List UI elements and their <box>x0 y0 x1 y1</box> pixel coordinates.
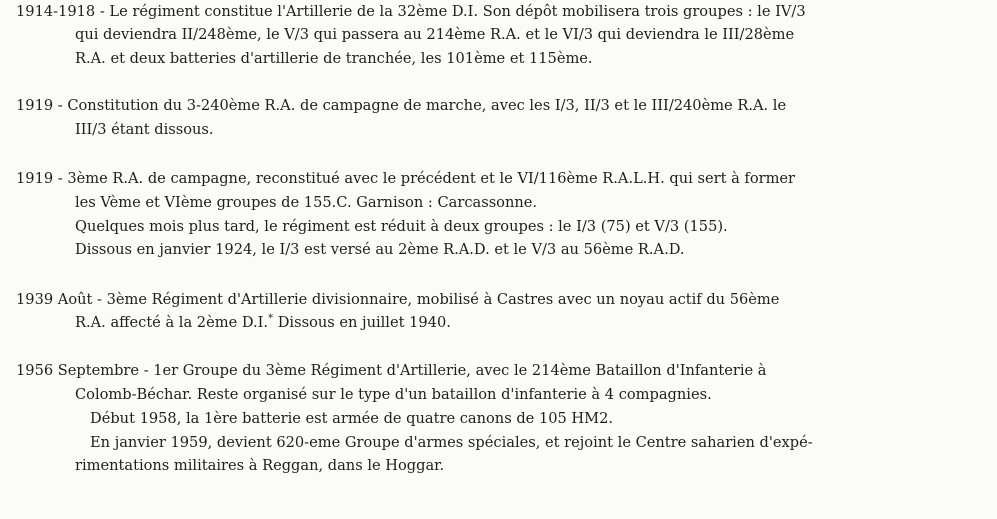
entry-3-line-1: 1919 - 3ème R.A. de campagne, reconstitué avec le précédent et le VI/116ème R.A.L.H. qui sert à former <box>16 170 796 187</box>
entry-1-line-1: 1914-1918 - Le régiment constitue l'Artillerie de la 32ème D.I. Son dépôt mobilisera trois groupes : le IV/3 <box>16 3 806 20</box>
entry-5-line-3: Début 1958, la 1ère batterie est armée de quatre canons de 105 HM2. <box>90 410 614 427</box>
entry-2-line-1: 1919 - Constitution du 3-240ème R.A. de campagne de marche, avec les I/3, II/3 et le III/240ème R.A. le <box>16 97 787 114</box>
footnote-asterisk: * <box>268 313 274 325</box>
entry-5-line-5: rimentations militaires à Reggan, dans le Hoggar. <box>75 457 445 474</box>
entry-4-line-2 <box>75 313 451 334</box>
entry-3-line-3: Quelques mois plus tard, le régiment est réduit à deux groupes : le I/3 (75) et V/3 (155). <box>75 218 728 235</box>
entry-4-line-2-tail: Dissous en juillet 1940. <box>273 314 451 331</box>
entry-5-line-4: En janvier 1959, devient 620-eme Groupe d'armes spéciales, et rejoint le Centre saharien d'expé- <box>90 434 813 451</box>
entry-5-line-1: 1956 Septembre - 1er Groupe du 3ème Régiment d'Artillerie, avec le 214ème Bataillon d'Infanterie à <box>16 362 767 379</box>
entry-4-line-1: 1939 Août - 3ème Régiment d'Artillerie divisionnaire, mobilisé à Castres avec un noyau actif du 56ème <box>16 291 780 308</box>
entry-2-line-2: III/3 étant dissous. <box>75 121 214 138</box>
entry-3-line-2: les Vème et VIème groupes de 155.C. Garnison : Carcassonne. <box>75 194 538 211</box>
entry-4-line-2-text: R.A. affecté à la 2ème D.I. <box>75 314 269 331</box>
entry-5-line-2: Colomb-Béchar. Reste organisé sur le type d'un bataillon d'infanterie à 4 compagnies. <box>75 386 712 403</box>
entry-1-line-3: R.A. et deux batteries d'artillerie de tranchée, les 101ème et 115ème. <box>75 50 593 67</box>
entry-3-line-4: Dissous en janvier 1924, le I/3 est versé au 2ème R.A.D. et le V/3 au 56ème R.A.D. <box>75 241 685 258</box>
entry-1-line-2: qui deviendra II/248ème, le V/3 qui passera au 214ème R.A. et le VI/3 qui deviendra le III/28ème <box>75 26 795 43</box>
